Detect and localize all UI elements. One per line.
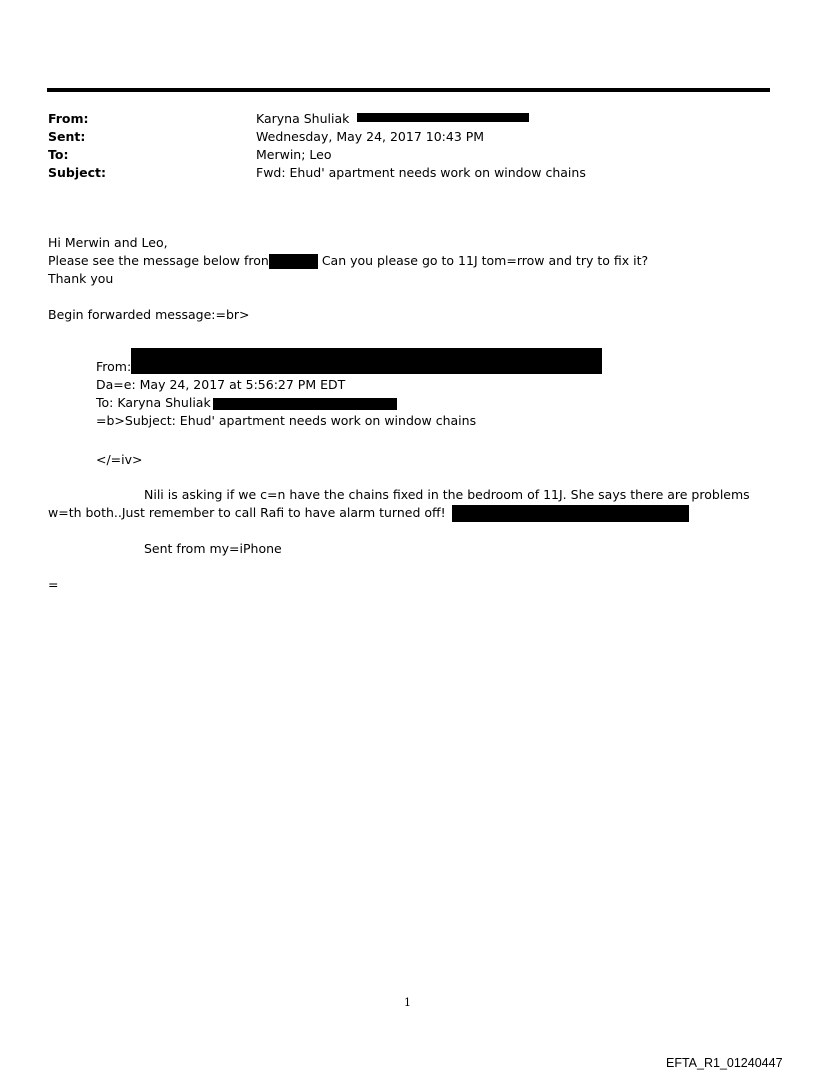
forwarded-header <box>96 358 602 430</box>
subject-row <box>48 164 728 182</box>
forward-from-label: From: <box>96 359 132 374</box>
request-line <box>48 252 648 270</box>
redaction-box <box>269 254 318 269</box>
trailer-char: = <box>48 577 59 592</box>
to-label: To: <box>48 147 69 162</box>
sent-label: Sent: <box>48 129 86 144</box>
redaction-box <box>131 348 602 374</box>
redaction-box <box>213 398 397 410</box>
forward-to-row <box>96 394 602 412</box>
forward-to: To: Karyna Shuliak <box>96 395 211 410</box>
sent-value: Wednesday, May 24, 2017 10:43 PM <box>256 129 485 144</box>
subject-value: Fwd: Ehud' apartment needs work on window chains <box>256 165 586 180</box>
redaction-box <box>357 113 529 122</box>
div-close-tag: </=iv> <box>96 452 143 467</box>
document-id: EFTA_R1_01240447 <box>666 1056 783 1070</box>
redaction-box <box>452 505 689 522</box>
to-row <box>48 146 728 164</box>
forward-from-row <box>96 358 602 376</box>
request-text-a: Please see the message below fron <box>48 253 269 268</box>
signature: Sent from my=iPhone <box>144 541 282 556</box>
email-body <box>48 234 648 288</box>
header-rule <box>47 88 770 92</box>
request-text-b: Can you please go to 11J tom=rrow and try to fix it? <box>321 253 649 268</box>
forward-subject: =b>Subject: Ehud' apartment needs work on window chains <box>96 413 477 428</box>
forward-date: Da=e: May 24, 2017 at 5:56:27 PM EDT <box>96 377 346 392</box>
sent-row <box>48 128 728 146</box>
thanks: Thank you <box>48 271 114 286</box>
email-header <box>48 110 728 182</box>
greeting: Hi Merwin and Leo, <box>48 235 168 250</box>
from-row <box>48 110 728 128</box>
page-number: 1 <box>404 996 411 1009</box>
to-value: Merwin; Leo <box>256 147 332 162</box>
subject-label: Subject: <box>48 165 106 180</box>
message-text: Nili is asking if we c=n have the chains fixed in the bedroom of 11J. She says there are problems w=th both..Just remember to call Rafi to have alarm turned off! <box>48 487 750 520</box>
forwarded-message <box>48 486 768 522</box>
from-name: Karyna Shuliak <box>256 111 350 126</box>
from-value <box>256 110 529 128</box>
forwarded-marker: Begin forwarded message:=br> <box>48 307 250 322</box>
from-label: From: <box>48 111 89 126</box>
